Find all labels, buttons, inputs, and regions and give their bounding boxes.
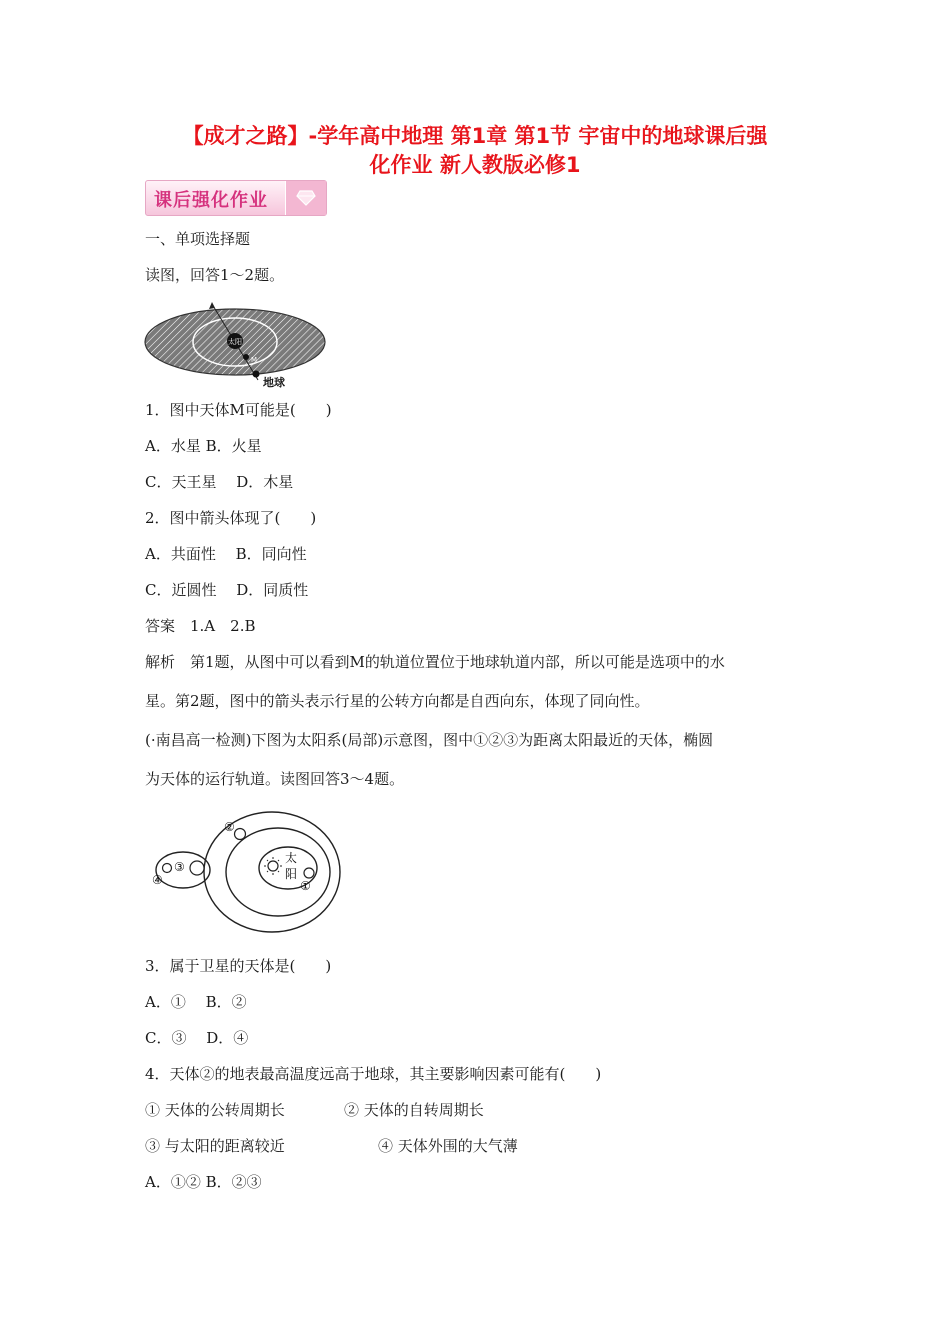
page-title [120, 122, 830, 180]
question-3-options-ab: A．① B．② [145, 993, 247, 1011]
title-line-2: 化作业 新人教版必修1 [369, 153, 581, 177]
planet-m-icon [243, 354, 249, 360]
question-4: 4．天体②的地表最高温度远高于地球，其主要影响因素可能有( ) [145, 1065, 602, 1083]
question-2-options-cd: C．近圆性 D．同质性 [145, 581, 309, 599]
question-4-options-ab: A．①② B．②③ [145, 1173, 262, 1191]
question-2: 2．图中箭头体现了( ) [145, 509, 317, 527]
badge-label: 课后强化作业 [154, 190, 268, 211]
sun-label: 太阳 [228, 338, 242, 346]
satellite-4-label: ④ [152, 873, 163, 887]
analysis-line-2: 星。第2题，图中的箭头表示行星的公转方向都是自西向东，体现了同向性。 [145, 692, 650, 710]
earth-label: 地球 [263, 376, 285, 389]
title-line-1: 【成才之路】-学年高中地理 第1章 第1节 宇宙中的地球课后强 [182, 124, 768, 148]
intro-q3-4-line-1: (·南昌高一检测)下图为太阳系(局部)示意图，图中①②③为距离太阳最近的天体，椭圆 [145, 731, 714, 749]
question-4-statement-1: ① 天体的公转周期长 [145, 1101, 285, 1119]
diamond-icon [285, 181, 326, 215]
question-3: 3．属于卫星的天体是( ) [145, 957, 332, 975]
earth-icon [253, 371, 260, 378]
planet-1-icon [304, 868, 314, 878]
intro-q1-2: 读图，回答1～2题。 [145, 266, 285, 284]
section-heading: 一、单项选择题 [145, 230, 251, 248]
sun-label-1: 太 [285, 851, 298, 865]
analysis-line-1: 解析 第1题，从图中可以看到M的轨道位置位于地球轨道内部，所以可能是选项中的水 [145, 653, 725, 671]
satellite-4-icon [163, 864, 172, 873]
answer-line: 答案 1.A 2.B [145, 617, 256, 635]
planet-2-label: ② [224, 820, 235, 834]
solar-system-figure [145, 804, 345, 936]
question-1: 1．图中天体M可能是( ) [145, 401, 332, 419]
question-2-options-ab: A．共面性 B．同向性 [145, 545, 307, 563]
sun-ray-icon [264, 857, 282, 875]
planet-2-icon [235, 829, 246, 840]
question-4-statement-4: ④ 天体外围的大气薄 [378, 1137, 518, 1155]
question-1-options-cd: C．天王星 D．木星 [145, 473, 294, 491]
intro-q3-4-line-2: 为天体的运行轨道。读图回答3～4题。 [145, 770, 405, 788]
orbit-figure-1 [140, 300, 330, 392]
sun-label-2: 阳 [285, 867, 298, 881]
planet-3-icon [190, 861, 204, 875]
arrow-head-icon [209, 302, 215, 309]
section-badge [145, 180, 327, 216]
question-4-statement-2: ② 天体的自转周期长 [344, 1101, 484, 1119]
question-1-options-ab: A．水星 B．火星 [145, 437, 262, 455]
question-4-statement-3: ③ 与太阳的距离较近 [145, 1137, 285, 1155]
planet-1-label: ① [300, 879, 311, 893]
planet-m-label: M [251, 356, 258, 364]
sun-icon [268, 861, 278, 871]
question-3-options-cd: C．③ D．④ [145, 1029, 249, 1047]
planet-3-label: ③ [174, 860, 185, 874]
